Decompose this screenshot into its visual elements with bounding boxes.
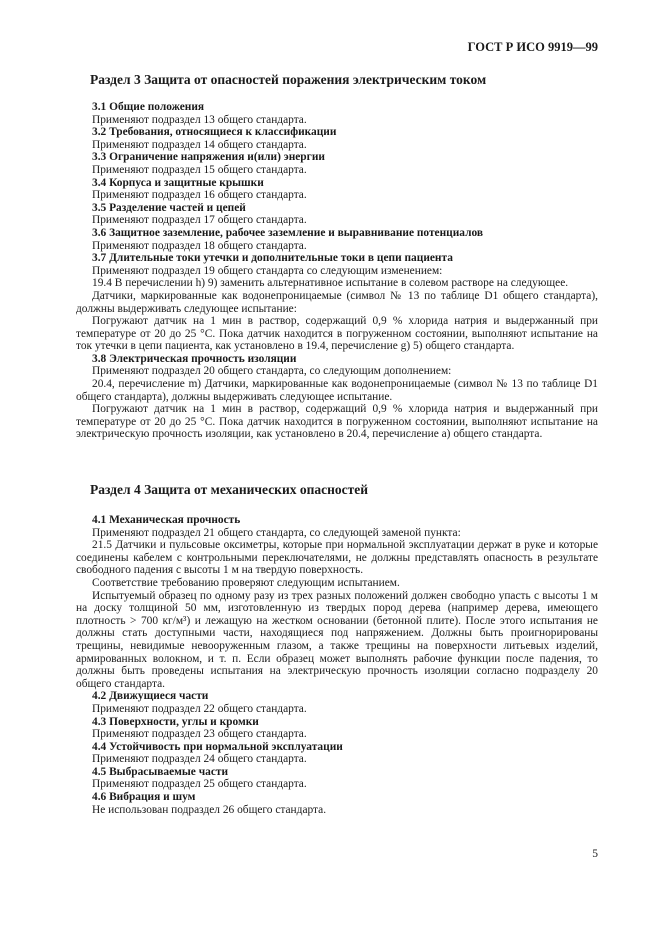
subsection-heading: 3.6 Защитное заземление, рабочее заземление и выравнивание потенциалов — [92, 226, 484, 239]
paragraph: 20.4, перечисление m) Датчики, маркированные как водонепроницаемые (символ № 13 по таблице D1 общего стандарта), должны выдерживать следующее испытание. — [76, 378, 598, 403]
paragraph: Применяют подраздел 13 общего стандарта. — [92, 113, 307, 126]
paragraph: Испытуемый образец по одному разу из трех разных положений должен свободно упасть с высоты 1 м на доску толщиной 50 мм, изготовленную из твердых пород дерева (например дерева, имеющего плотность > 700 кг/м³) и лежащую на жестком основании (бетонной плите). После этого испытания не должны стать доступными части, находящиеся под напряжением. Должны быть проигнорированы трещины, невидимые невооруженным глазом, а также трещины на поверхности литьевых изделий, армированных волокном, и т. п. Если образец может выполнять рабочие функции после падения, то должны быть проведены испытания на электрическую прочность изоляции согласно подразделу 20 общего стандарта. — [76, 589, 598, 690]
page-number: 5 — [592, 848, 598, 860]
paragraph: Не использован подраздел 26 общего стандарта. — [92, 803, 327, 816]
paragraph: Применяют подраздел 24 общего стандарта. — [92, 753, 307, 766]
paragraph: Применяют подраздел 16 общего стандарта. — [92, 189, 307, 202]
section-4-title: Раздел 4 Защита от механических опасностей — [90, 482, 369, 497]
subsection-heading: 3.1 Общие положения — [92, 101, 205, 113]
paragraph: Применяют подраздел 15 общего стандарта. — [92, 163, 307, 176]
paragraph: Применяют подраздел 18 общего стандарта. — [92, 239, 307, 252]
section-3-title: Раздел 3 Защита от опасностей поражения электрическим током — [90, 72, 487, 87]
paragraph: Применяют подраздел 21 общего стандарта, со следующей заменой пункта: — [92, 526, 461, 539]
paragraph: Погружают датчик на 1 мин в раствор, содержащий 0,9 % хлорида натрия и выдержанный при температуре от 20 до 25 °С. Пока датчик находится в погруженном состоянии, выполняют испытание на электрическую прочность изоляции, как установлено в 20.4, перечисление а) общего стандарта. — [76, 403, 598, 441]
subsection-heading: 4.2 Движущиеся части — [92, 690, 209, 703]
document-header: ГОСТ Р ИСО 9919—99 — [467, 40, 598, 54]
subsection-heading: 3.3 Ограничение напряжения и(или) энергии — [92, 151, 325, 164]
section-4-body — [76, 514, 598, 816]
subsection-heading: 3.2 Требования, относящиеся к классификации — [92, 126, 337, 139]
paragraph: Применяют подраздел 20 общего стандарта, со следующим дополнением: — [92, 365, 452, 378]
paragraph: Применяют подраздел 19 общего стандарта со следующим изменением: — [92, 264, 443, 277]
section-3-body — [76, 101, 598, 441]
paragraph: Применяют подраздел 25 общего стандарта. — [92, 778, 307, 791]
subsection-heading: 4.5 Выбрасываемые части — [92, 765, 229, 778]
paragraph: 19.4 В перечислении h) 9) заменить альтернативное испытание в солевом растворе на следующее. — [92, 277, 569, 290]
subsection-heading: 3.8 Электрическая прочность изоляции — [92, 352, 297, 365]
subsection-heading: 4.3 Поверхности, углы и кромки — [92, 715, 259, 728]
paragraph: Применяют подраздел 22 общего стандарта. — [92, 702, 307, 715]
paragraph: Применяют подраздел 17 общего стандарта. — [92, 214, 307, 227]
paragraph: 21.5 Датчики и пульсовые оксиметры, которые при нормальной эксплуатации держат в руке и которые соединены кабелем с контрольными переключателями, не должны представлять опасность в результате свободного падения с высоты 1 м на твердую поверхность. — [76, 539, 598, 577]
paragraph: Погружают датчик на 1 мин в раствор, содержащий 0,9 % хлорида натрия и выдержанный при температуре от 20 до 25 °С. Пока датчик находится в погруженном состоянии, выполняют испытание на ток утечки в цепи пациента, как установлено в 19.4, перечисление g) 5) общего стандарта. — [76, 315, 598, 353]
subsection-heading: 3.4 Корпуса и защитные крышки — [92, 176, 264, 189]
paragraph: Применяют подраздел 23 общего стандарта. — [92, 728, 307, 741]
paragraph: Датчики, маркированные как водонепроницаемые (символ № 13 по таблице D1 общего стандарта), должны выдерживать следующее испытание: — [76, 289, 598, 315]
subsection-heading: 3.5 Разделение частей и цепей — [92, 201, 246, 214]
subsection-heading: 4.6 Вибрация и шум — [92, 791, 196, 804]
paragraph: Соответствие требованию проверяют следующим испытанием. — [92, 576, 400, 589]
paragraph: Применяют подраздел 14 общего стандарта. — [92, 138, 307, 151]
subsection-heading: 4.1 Механическая прочность — [92, 514, 241, 526]
subsection-heading: 3.7 Длительные токи утечки и дополнительные токи в цепи пациента — [92, 252, 453, 265]
subsection-heading: 4.4 Устойчивость при нормальной эксплуатации — [92, 740, 343, 753]
